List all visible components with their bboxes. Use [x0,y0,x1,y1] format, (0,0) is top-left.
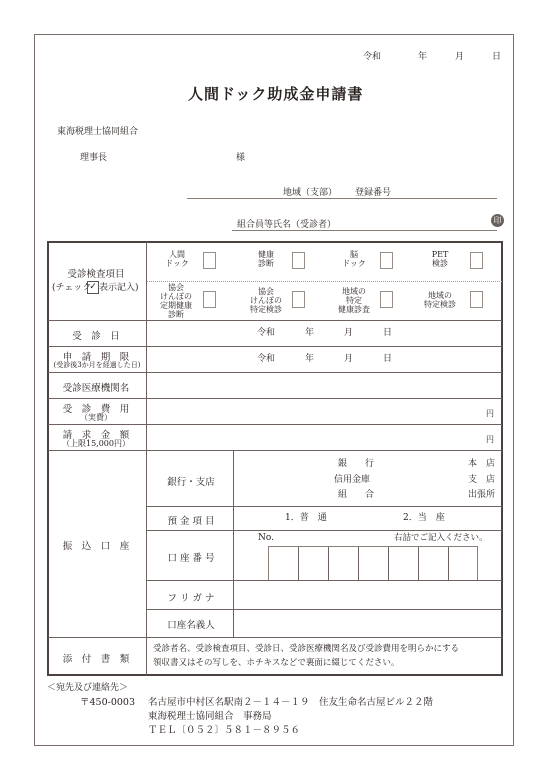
cost-note: （実費） [80,413,112,422]
checkbox-pet[interactable] [470,252,483,269]
attach-label: 添 付 書 類 [62,654,130,665]
footer-address: 名古屋市中村区名駅南２－１４－１９ 住友生命名古屋ビル２２階 [148,697,434,708]
attach-text-line2: 領収書又はその写しを、ホチキスなどで裏面に綴じてください。 [153,658,400,668]
facility-label: 受診医療機関名 [62,383,130,394]
cost-field[interactable] [147,399,502,424]
cost-yen: 円 [486,409,494,418]
facility-field[interactable] [147,373,502,398]
exam-item-ningen-dock: 人間 ドック [165,250,189,268]
checkbox-brain-dock[interactable] [380,252,393,269]
transfer-label: 振 込 口 座 [62,541,130,552]
furigana-label: フ リ ガ ナ [167,593,215,604]
furigana-field[interactable] [234,581,502,609]
bank-label: 銀行・支店 [167,477,215,488]
checkbox-kyokai-tokutei[interactable] [292,291,305,308]
account-number-boxes[interactable] [268,546,478,580]
check-mark-icon: ✓ [87,281,99,294]
seal-icon: 印 [491,214,504,227]
footer-org: 東海税理士協同組合 事務局 [148,711,272,722]
exam-item-kyokai-tokutei: 協会 けんぽの 特定検診 [250,287,282,314]
checkbox-kenko-shindan[interactable] [292,252,305,269]
addressee-person: 理事長 [80,153,108,163]
account-no-label: No. [258,533,274,543]
attach-text-line1: 受診者名、受診検査項目、受診日、受診医療機関名及び受診費用を明らかにする [153,644,460,654]
exam-item-chiiki-tokutei: 地域の 特定検診 [424,291,456,309]
claim-field[interactable] [147,425,502,450]
reg-label: 登録番号 [355,188,392,198]
exam-item-pet: PET 検診 [431,250,449,268]
exam-note-post: 表示記入) [99,283,139,293]
claim-label: 請 求 金 額 [62,430,130,441]
account-label: 口 座 番 号 [167,553,215,564]
addressee-org: 東海税理士協同組合 [57,127,139,137]
exam-date-field[interactable] [147,321,502,346]
checkbox-chiiki-tokutei[interactable] [470,291,483,308]
holder-label: 口座名義人 [167,620,215,631]
footer-tel: ＴＥＬ〔０５２〕５８１－８９５６ [148,725,301,736]
deposit-label: 預 金 項 目 [167,516,215,527]
checkbox-ningen-dock[interactable] [203,252,216,269]
exam-item-chiiki-kenko: 地域の 特定 健康診査 [338,287,370,314]
deposit-option-futsu[interactable]: 1．普 通 [285,513,327,523]
deadline-field[interactable] [147,347,502,372]
footer-heading: ＜宛先及び連絡先＞ [47,683,129,693]
exam-item-brain-dock: 脳 ドック [342,250,366,268]
exam-item-kenko-shindan: 健康 診断 [258,250,274,268]
header-day: 日 [492,52,502,62]
cost-label: 受 診 費 用 [62,404,130,415]
exam-label: 受診検査項目 [67,269,125,280]
claim-note: （上限15,000円） [62,439,130,448]
deadline-note: (受診後3か月を経過した日) [53,361,141,369]
footer-postal: 〒450-0003 [80,697,136,708]
claim-yen: 円 [486,435,494,444]
addressee-honorific: 様 [236,153,246,163]
header-year: 年 [418,52,428,62]
holder-field[interactable] [234,610,502,637]
header-month: 月 [455,52,465,62]
deadline-label: 申 請 期 限 [62,352,130,363]
page-title: 人間ドック助成金申請書 [188,85,364,103]
account-note: 右詰でご記入ください。 [394,533,488,543]
name-label: 組合員等氏名（受診者） [237,220,337,230]
deposit-option-toza[interactable]: 2．当 座 [403,513,445,523]
header-era: 令和 [363,52,382,62]
checkbox-kyokai-teiki[interactable] [203,291,216,308]
region-line[interactable] [187,198,497,199]
exam-date-label: 受 診 日 [72,331,120,342]
exam-item-kyokai-teiki: 協会 けんぽの 定期健康 診断 [160,283,192,319]
region-label: 地域（支部） [283,188,338,198]
exam-note-pre: (チェック [52,283,92,293]
checkbox-chiiki-kenko[interactable] [380,291,393,308]
